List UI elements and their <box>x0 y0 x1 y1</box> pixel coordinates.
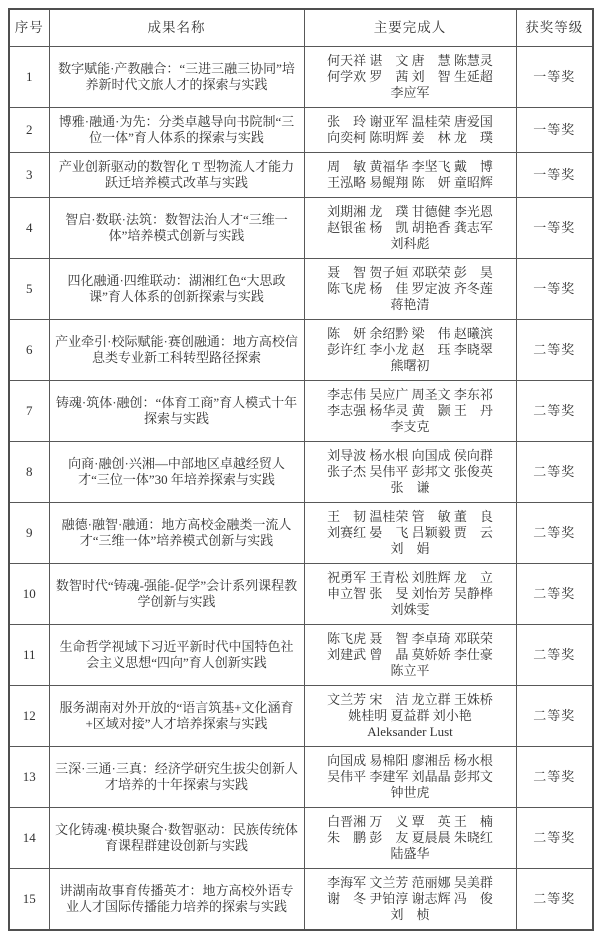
achievement-title: 产业创新驱动的数智化 T 型物流人才能力跃迁培养模式改革与实践 <box>49 153 304 198</box>
table-row <box>9 381 593 442</box>
contributors-cell <box>304 153 516 198</box>
contributor-line: 李志强 杨华灵 黄 颢 王 丹 <box>327 403 493 418</box>
contributor-line: 刘 娟 <box>390 541 430 556</box>
contributors-cell <box>304 381 516 442</box>
table-row <box>9 198 593 259</box>
header-cell-contributors: 主要完成人 <box>304 9 516 47</box>
table-row <box>9 869 593 931</box>
achievement-title: 博雅·融通·为先：分类卓越导向书院制“三位一体”育人体系的探索与实践 <box>49 108 304 153</box>
achievement-title: 智启·数联·法筑：数智法治人才“三维一体”培养模式创新与实践 <box>49 198 304 259</box>
row-number: 10 <box>9 564 49 625</box>
contributor-line: 李志伟 吴应广 周圣文 李东祁 <box>327 387 493 402</box>
contributor-line: 钟世虎 <box>390 785 430 800</box>
header-cell-title: 成果名称 <box>49 9 304 47</box>
header-cell-number: 序号 <box>9 9 49 47</box>
header-row <box>9 9 593 47</box>
achievement-title: 四化融通·四维联动：湖湘红色“大思政课”育人体系的创新探索与实践 <box>49 259 304 320</box>
contributor-line: 李海军 文兰芳 范丽娜 吴美群 <box>327 875 493 890</box>
contributor-line: 刘建武 曾 晶 莫娇娇 李仕豪 <box>327 647 493 662</box>
table-row <box>9 47 593 108</box>
table-row <box>9 686 593 747</box>
achievement-title: 向商·融创·兴湘—中部地区卓越经贸人才“三位一体”30 年培养探索与实践 <box>49 442 304 503</box>
award-level: 一等奖 <box>516 108 593 153</box>
table-row <box>9 564 593 625</box>
contributor-line: 聂 智 贺子姮 邓联荣 彭 昊 <box>327 265 493 280</box>
award-level: 二等奖 <box>516 625 593 686</box>
table-row <box>9 747 593 808</box>
contributor-line: 周 敏 黄福华 李坚飞 戴 博 <box>327 159 493 174</box>
achievement-title: 铸魂·筑体·融创：“体育工商”育人模式十年探索与实践 <box>49 381 304 442</box>
contributor-line: 刘姝雯 <box>390 602 430 617</box>
contributor-line: 祝勇军 王青松 刘胜辉 龙 立 <box>327 570 493 585</box>
contributors-cell <box>304 503 516 564</box>
row-number: 8 <box>9 442 49 503</box>
contributor-line: 刘 桢 <box>390 907 430 922</box>
contributor-line: 刘期湘 龙 璞 甘德健 李光恩 <box>327 204 493 219</box>
table-header <box>9 9 593 47</box>
award-level: 二等奖 <box>516 564 593 625</box>
contributor-line: 陈 妍 余绍黔 梁 伟 赵曦滨 <box>327 326 493 341</box>
award-level: 一等奖 <box>516 153 593 198</box>
achievement-title: 融德·融智·融通：地方高校金融类一流人才“三维一体”培养模式创新与实践 <box>49 503 304 564</box>
achievement-title: 文化铸魂·模块聚合·数智驱动：民族传统体育课程群建设创新与实践 <box>49 808 304 869</box>
row-number: 2 <box>9 108 49 153</box>
contributor-line: 刘科彪 <box>390 236 430 251</box>
contributor-line: 陈立平 <box>390 663 430 678</box>
award-level: 二等奖 <box>516 869 593 931</box>
contributor-line: 张 玲 谢亚军 温桂荣 唐爱国 <box>327 114 493 129</box>
row-number: 13 <box>9 747 49 808</box>
contributor-line: 吴伟平 李建军 刘晶晶 彭邦文 <box>327 769 493 784</box>
contributor-line: 向国成 易棉阳 廖湘岳 杨水根 <box>327 753 493 768</box>
contributors-cell <box>304 808 516 869</box>
contributor-line: 蒋艳清 <box>390 297 430 312</box>
contributor-line: 姚桂明 夏益群 刘小艳 <box>348 708 472 723</box>
contributor-line: 谢 冬 尹铂淳 谢志辉 冯 俊 <box>327 891 493 906</box>
row-number: 4 <box>9 198 49 259</box>
contributor-line: 朱 鹏 彭 友 夏晨晨 朱晓红 <box>327 830 493 845</box>
contributors-cell <box>304 108 516 153</box>
contributor-line: 王泓略 易鲲翔 陈 妍 童昭辉 <box>327 175 493 190</box>
contributors-cell <box>304 442 516 503</box>
row-number: 14 <box>9 808 49 869</box>
table-row <box>9 503 593 564</box>
achievement-title: 三深·三通·三真：经济学研究生拔尖创新人才培养的十年探索与实践 <box>49 747 304 808</box>
contributor-line: 李应军 <box>390 85 430 100</box>
award-level: 二等奖 <box>516 747 593 808</box>
contributor-line: 李支克 <box>390 419 430 434</box>
contributor-line: 张子杰 吴伟平 彭邦文 张俊英 <box>327 464 493 479</box>
contributors-cell <box>304 564 516 625</box>
award-level: 一等奖 <box>516 259 593 320</box>
award-level: 二等奖 <box>516 442 593 503</box>
contributor-line: 彭许红 李小龙 赵 珏 李晓翠 <box>327 342 493 357</box>
contributor-line: 刘赛红 晏 飞 吕颖毅 贾 云 <box>327 525 493 540</box>
table-row <box>9 442 593 503</box>
contributors-cell <box>304 686 516 747</box>
contributor-line: 申立智 张 旻 刘怡芳 吴静桦 <box>327 586 493 601</box>
table-row <box>9 259 593 320</box>
row-number: 15 <box>9 869 49 931</box>
row-number: 5 <box>9 259 49 320</box>
award-level: 二等奖 <box>516 320 593 381</box>
contributor-line: 熊曙初 <box>390 358 430 373</box>
contributor-line: 赵银雀 杨 凯 胡艳香 龚志军 <box>327 220 493 235</box>
row-number: 11 <box>9 625 49 686</box>
achievement-title: 数智时代“铸魂-强能-促学”会计系列课程教学创新与实践 <box>49 564 304 625</box>
contributor-line: 向奕柯 陈明辉 姜 林 龙 璞 <box>327 130 493 145</box>
row-number: 7 <box>9 381 49 442</box>
row-number: 9 <box>9 503 49 564</box>
contributors-cell <box>304 869 516 931</box>
contributor-line: 刘导波 杨水根 向国成 侯向群 <box>327 448 493 463</box>
contributor-line: 陈飞虎 杨 佳 罗定波 齐冬莲 <box>327 281 493 296</box>
row-number: 12 <box>9 686 49 747</box>
row-number: 1 <box>9 47 49 108</box>
table-row <box>9 108 593 153</box>
achievement-title: 数字赋能·产教融合：“三进三融三协同”培养新时代文旅人才的探索与实践 <box>49 47 304 108</box>
contributors-cell <box>304 320 516 381</box>
award-level: 一等奖 <box>516 198 593 259</box>
contributor-line: 白晋湘 万 义 覃 英 王 楠 <box>327 814 493 829</box>
contributor-line: 何学欢 罗 茜 刘 智 生延超 <box>327 69 493 84</box>
contributors-cell <box>304 747 516 808</box>
contributors-cell <box>304 625 516 686</box>
achievement-title: 讲湖南故事育传播英才：地方高校外语专业人才国际传播能力培养的探索与实践 <box>49 869 304 931</box>
contributor-line: 文兰芳 宋 洁 龙立群 王姝桥 <box>327 692 493 707</box>
contributors-cell <box>304 259 516 320</box>
contributor-line: 陆盛华 <box>390 846 430 861</box>
table-body <box>9 47 593 931</box>
table-row <box>9 153 593 198</box>
award-level: 二等奖 <box>516 686 593 747</box>
award-level: 二等奖 <box>516 381 593 442</box>
achievement-title: 生命哲学视域下习近平新时代中国特色社会主义思想“四向”育人创新实践 <box>49 625 304 686</box>
contributor-line: 张 谦 <box>390 480 430 495</box>
table-row <box>9 808 593 869</box>
contributors-cell <box>304 198 516 259</box>
award-level: 二等奖 <box>516 808 593 869</box>
award-level: 一等奖 <box>516 47 593 108</box>
table-row <box>9 320 593 381</box>
achievement-title: 服务湖南对外开放的“语言筑基+文化涵育+区域对接”人才培养探索与实践 <box>49 686 304 747</box>
contributors-cell <box>304 47 516 108</box>
header-cell-award: 获奖等级 <box>516 9 593 47</box>
row-number: 3 <box>9 153 49 198</box>
table-row <box>9 625 593 686</box>
contributor-line: 王 韧 温桂荣 管 敏 董 良 <box>327 509 493 524</box>
contributor-line: Aleksander Lust <box>367 724 453 739</box>
achievement-title: 产业牵引·校际赋能·赛创融通：地方高校信息类专业新工科转型路径探索 <box>49 320 304 381</box>
row-number: 6 <box>9 320 49 381</box>
award-level: 二等奖 <box>516 503 593 564</box>
awards-table <box>8 8 594 931</box>
contributor-line: 何天祥 谌 文 唐 慧 陈慧灵 <box>327 53 493 68</box>
contributor-line: 陈飞虎 聂 智 李卓琦 邓联荣 <box>327 631 493 646</box>
